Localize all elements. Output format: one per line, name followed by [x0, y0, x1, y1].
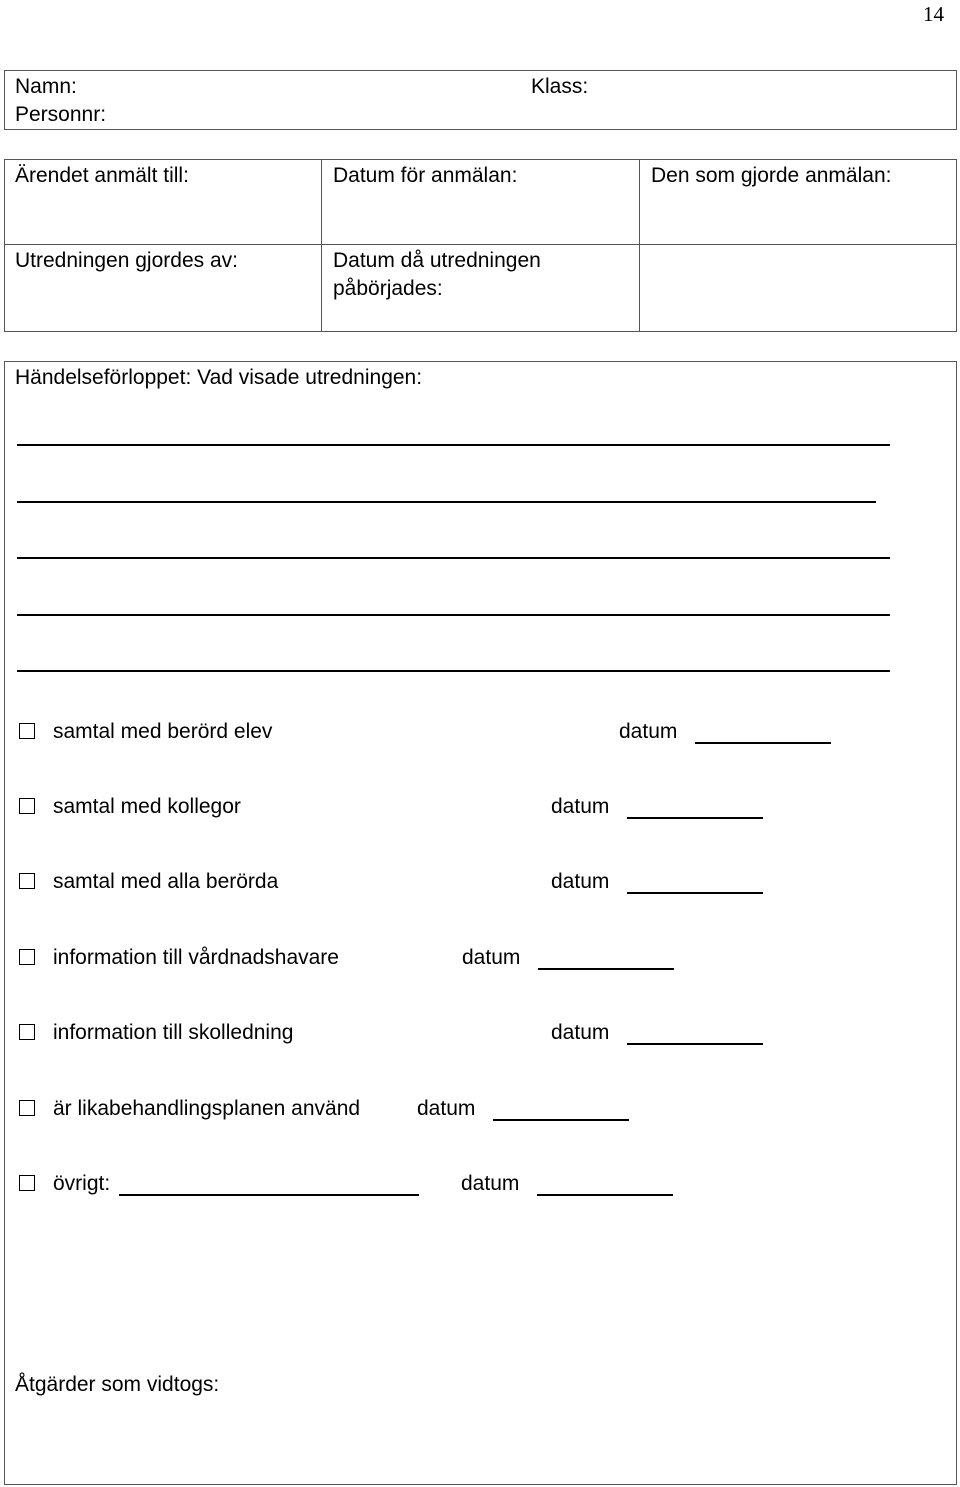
datum-label: datum [462, 946, 521, 969]
datum-label: datum [619, 720, 678, 743]
other-line[interactable] [119, 1194, 419, 1196]
datum-label: datum [551, 795, 610, 818]
datum-line[interactable] [537, 1194, 673, 1196]
write-line[interactable] [17, 444, 890, 446]
checkbox[interactable] [19, 723, 35, 739]
checkbox[interactable] [19, 1024, 35, 1040]
reporter-label: Den som gjorde anmälan: [651, 164, 892, 187]
investigated-by-label: Utredningen gjordes av: [15, 249, 238, 272]
checklist-label: samtal med kollegor [53, 795, 241, 818]
datum-label: datum [551, 870, 610, 893]
actions-heading: Åtgärder som vidtogs: [15, 1373, 220, 1396]
checklist-label: samtal med alla berörda [53, 870, 279, 893]
datum-line[interactable] [695, 742, 831, 744]
events-heading: Händelseförloppet: Vad visade utredningen: [15, 366, 423, 389]
datum-line[interactable] [538, 968, 674, 970]
grid-divider [321, 160, 322, 331]
checkbox[interactable] [19, 1175, 35, 1191]
checklist-label: samtal med berörd elev [53, 720, 273, 743]
checkbox[interactable] [19, 873, 35, 889]
datum-line[interactable] [627, 817, 763, 819]
checkbox[interactable] [19, 1100, 35, 1116]
write-line[interactable] [17, 557, 890, 559]
name-label: Namn: [15, 75, 77, 98]
datum-label: datum [461, 1172, 520, 1195]
investigation-box [4, 361, 957, 1485]
investigation-start-label-line1: Datum då utredningen [333, 249, 541, 272]
report-grid [4, 159, 957, 332]
checkbox[interactable] [19, 798, 35, 814]
investigation-start-label-line2: påbörjades: [333, 277, 443, 300]
datum-label: datum [551, 1021, 610, 1044]
checkbox[interactable] [19, 949, 35, 965]
student-info-box [4, 70, 957, 130]
page-number: 14 [923, 2, 944, 26]
grid-divider [5, 244, 956, 245]
checklist-label: information till skolledning [53, 1021, 294, 1044]
checklist-label: är likabehandlingsplanen använd [53, 1097, 361, 1120]
write-line[interactable] [17, 614, 890, 616]
checklist-label: övrigt: [53, 1172, 111, 1195]
write-line[interactable] [17, 501, 876, 503]
datum-line[interactable] [627, 1043, 763, 1045]
reported-to-label: Ärendet anmält till: [15, 164, 189, 187]
checklist-label: information till vårdnadshavare [53, 946, 339, 969]
datum-line[interactable] [627, 892, 763, 894]
personnr-label: Personnr: [15, 103, 107, 126]
datum-line[interactable] [493, 1119, 629, 1121]
write-line[interactable] [17, 670, 890, 672]
grid-divider [639, 160, 640, 331]
class-label: Klass: [531, 75, 589, 98]
report-date-label: Datum för anmälan: [333, 164, 518, 187]
datum-label: datum [417, 1097, 476, 1120]
